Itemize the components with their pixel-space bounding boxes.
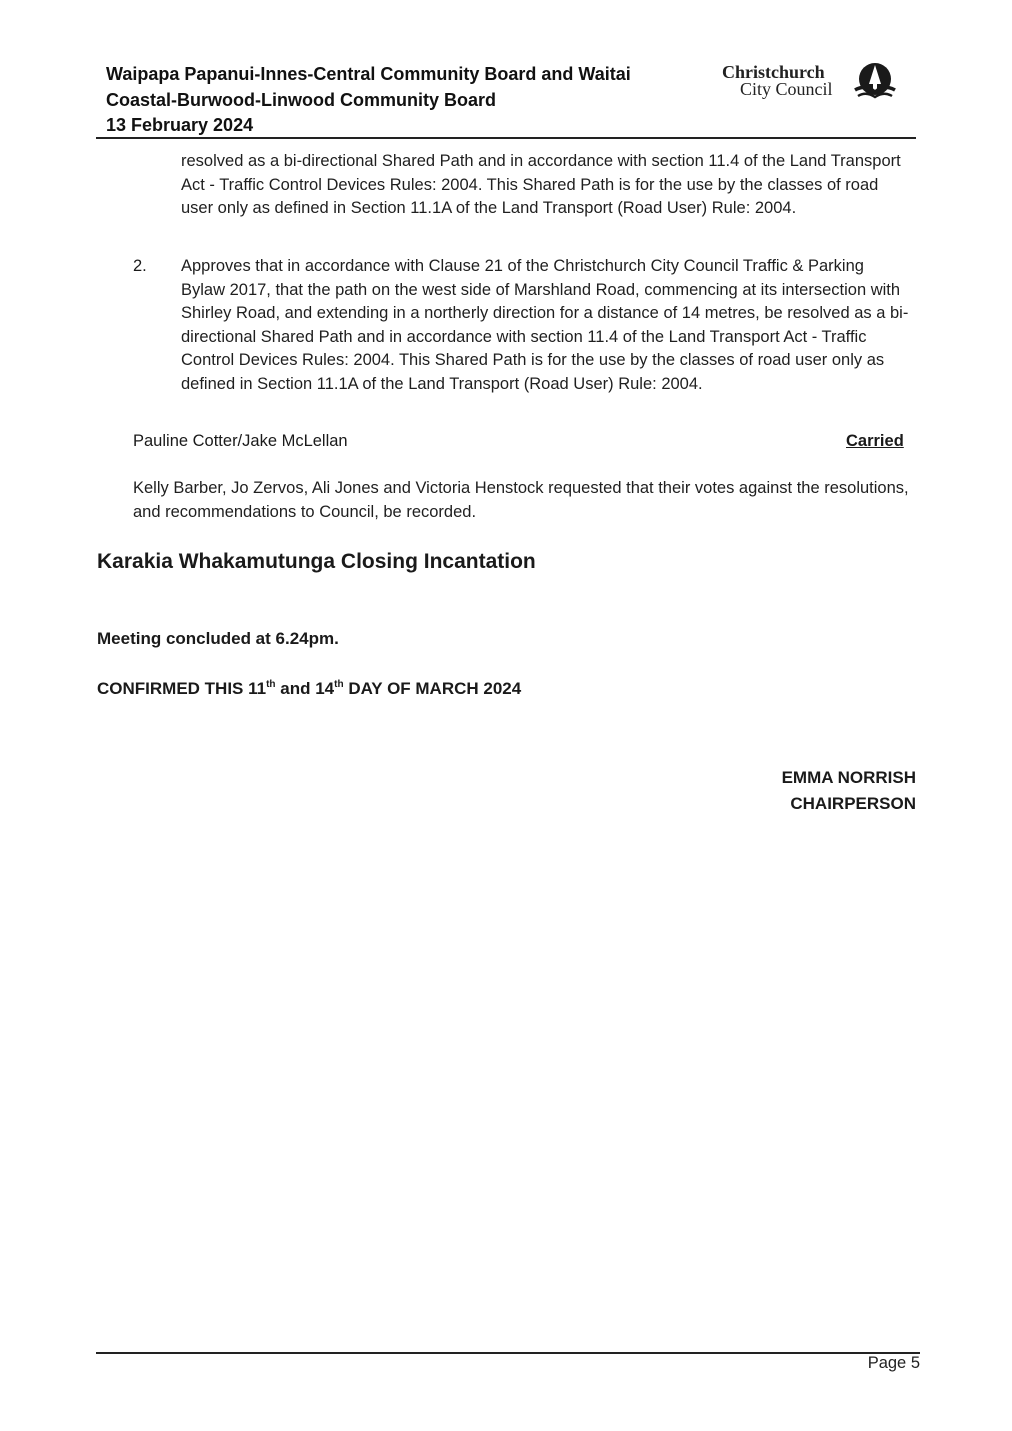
document-header-title xyxy=(106,62,631,139)
cathedral-logo-icon xyxy=(854,62,896,100)
resolution-item-number: 2. xyxy=(133,257,147,275)
confirmed-prefix: CONFIRMED THIS 11 xyxy=(97,679,267,698)
continuation-paragraph: resolved as a bi-directional Shared Path and in accordance with section 11.4 of the Land Transport Act - Traffic Control Devices Rules: 2004. This Shared Path is for the use by the classes of road user only as defined in Section 11.1A of the Land Transport (Road User) Rule: 2004. xyxy=(181,152,901,217)
logo-text-line-2: City Council xyxy=(740,79,833,99)
signatory-role: CHAIRPERSON xyxy=(790,794,916,813)
confirmed-mid: and 14 xyxy=(275,679,335,698)
mover-seconder: Pauline Cotter/Jake McLellan xyxy=(133,432,348,450)
confirmed-sup-2: th xyxy=(334,679,344,690)
footer-divider xyxy=(96,1352,920,1354)
signatory-name: EMMA NORRISH xyxy=(781,768,916,787)
header-title-line-2: Coastal-Burwood-Linwood Community Board xyxy=(106,89,496,110)
meeting-concluded: Meeting concluded at 6.24pm. xyxy=(97,629,339,648)
council-logo xyxy=(720,62,900,102)
confirmation-line xyxy=(97,677,521,701)
confirmed-sup-1: th xyxy=(266,679,276,690)
confirmed-suffix: DAY OF MARCH 2024 xyxy=(343,679,522,698)
logo-text-line-1: Christchurch xyxy=(722,62,825,82)
page-number: Page 5 xyxy=(867,1354,920,1372)
votes-against-note: Kelly Barber, Jo Zervos, Ali Jones and Victoria Henstock requested that their votes against the resolutions, and recommendations to Council, be recorded. xyxy=(133,479,909,521)
header-date: 13 February 2024 xyxy=(106,115,254,135)
motion-result: Carried xyxy=(846,432,904,450)
header-divider xyxy=(96,137,916,139)
resolution-item-text: Approves that in accordance with Clause 21 of the Christchurch City Council Traffic & Parking Bylaw 2017, that the path on the west side of Marshland Road, commencing at its intersection with Shirley Road, and extending in a northerly direction for a distance of 14 metres, be resolved as a bi-directional Shared Path and in accordance with section 11.4 of the Land Transport Act - Traffic Control Devices Rules: 2004. This Shared Path is for the use by the classes of road user only as defined in Section 11.1A of the Land Transport (Road User) Rule: 2004. xyxy=(181,257,909,393)
header-title-line-1: Waipapa Papanui-Innes-Central Community Board and Waitai xyxy=(106,64,631,84)
closing-section-heading: Karakia Whakamutunga Closing Incantation xyxy=(97,550,536,573)
